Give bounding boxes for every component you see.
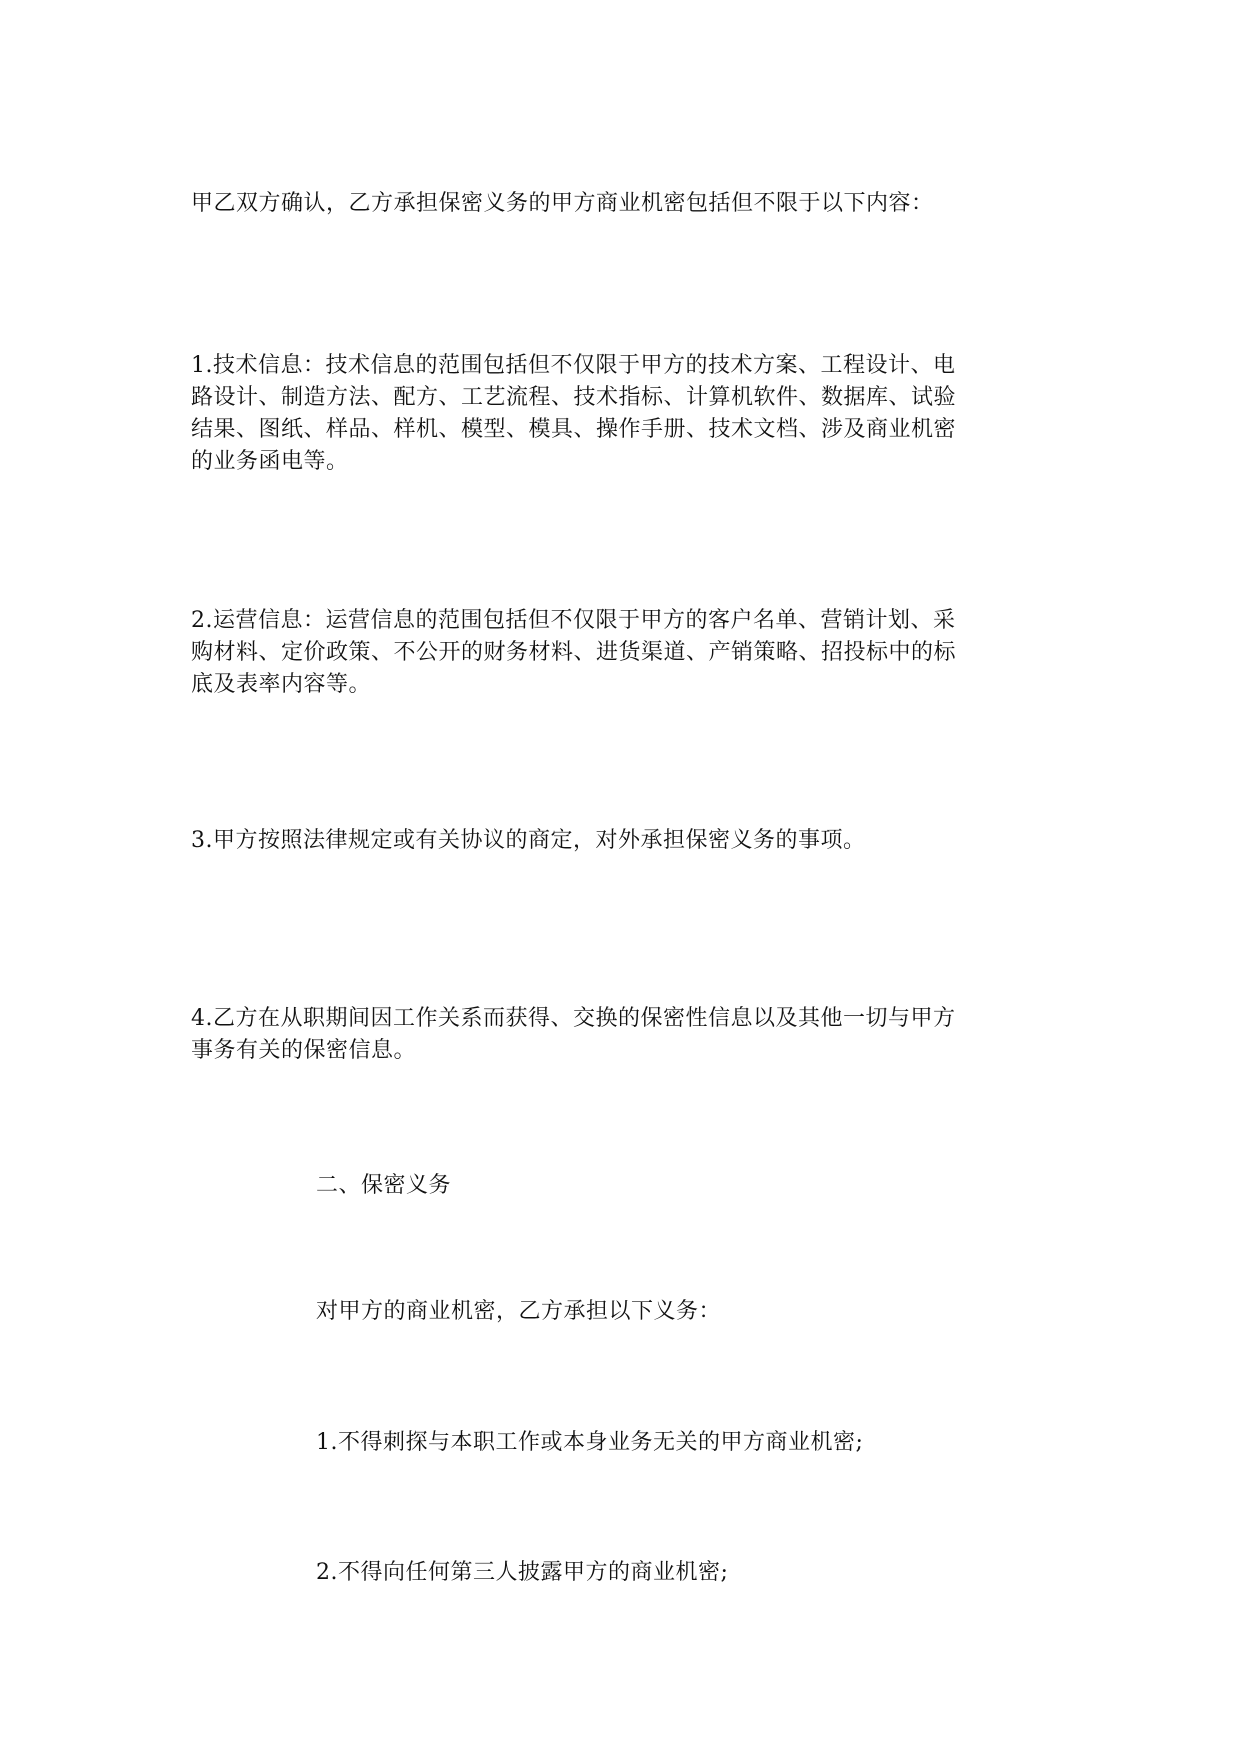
legal-obligation-line: 3.甲方按照法律规定或有关协议的商定，对外承担保密义务的事项。 (191, 828, 866, 853)
duty-2-paragraph (316, 1557, 1076, 1589)
duty-1-paragraph (316, 1427, 1076, 1459)
section-2-heading (316, 1170, 1076, 1202)
operations-info-paragraph (191, 605, 1051, 701)
duty-1-line: 1.不得刺探与本职工作或本身业务无关的甲方商业机密; (316, 1430, 864, 1455)
confidential-info-line-2: 事务有关的保密信息。 (191, 1038, 417, 1063)
intro-paragraph (191, 188, 1051, 220)
technical-info-line-1: 1.技术信息：技术信息的范围包括但不仅限于甲方的技术方案、工程设计、电 (191, 353, 956, 378)
section-2-intro-line: 对甲方的商业机密，乙方承担以下义务： (316, 1299, 722, 1324)
operations-info-line-2: 购材料、定价政策、不公开的财务材料、进货渠道、产销策略、招投标中的标 (191, 640, 957, 665)
technical-info-line-3: 结果、图纸、样品、样机、模型、模具、操作手册、技术文档、涉及商业机密 (191, 417, 957, 442)
operations-info-line-3: 底及表率内容等。 (191, 672, 372, 697)
confidential-info-paragraph (191, 1003, 1051, 1067)
technical-info-line-2: 路设计、制造方法、配方、工艺流程、技术指标、计算机软件、数据库、试验 (191, 385, 957, 410)
legal-obligation-paragraph (191, 825, 1051, 857)
section-2-title: 二、保密义务 (316, 1173, 452, 1198)
duty-2-line: 2.不得向任何第三人披露甲方的商业机密; (316, 1560, 729, 1585)
section-2-intro-paragraph (316, 1296, 1076, 1328)
technical-info-line-4: 的业务函电等。 (191, 449, 349, 474)
technical-info-paragraph (191, 350, 1051, 478)
operations-info-line-1: 2.运营信息：运营信息的范围包括但不仅限于甲方的客户名单、营销计划、采 (191, 608, 956, 633)
confidential-info-line-1: 4.乙方在从职期间因工作关系而获得、交换的保密性信息以及其他一切与甲方 (191, 1006, 956, 1031)
intro-line: 甲乙双方确认，乙方承担保密义务的甲方商业机密包括但不限于以下内容： (191, 191, 934, 216)
